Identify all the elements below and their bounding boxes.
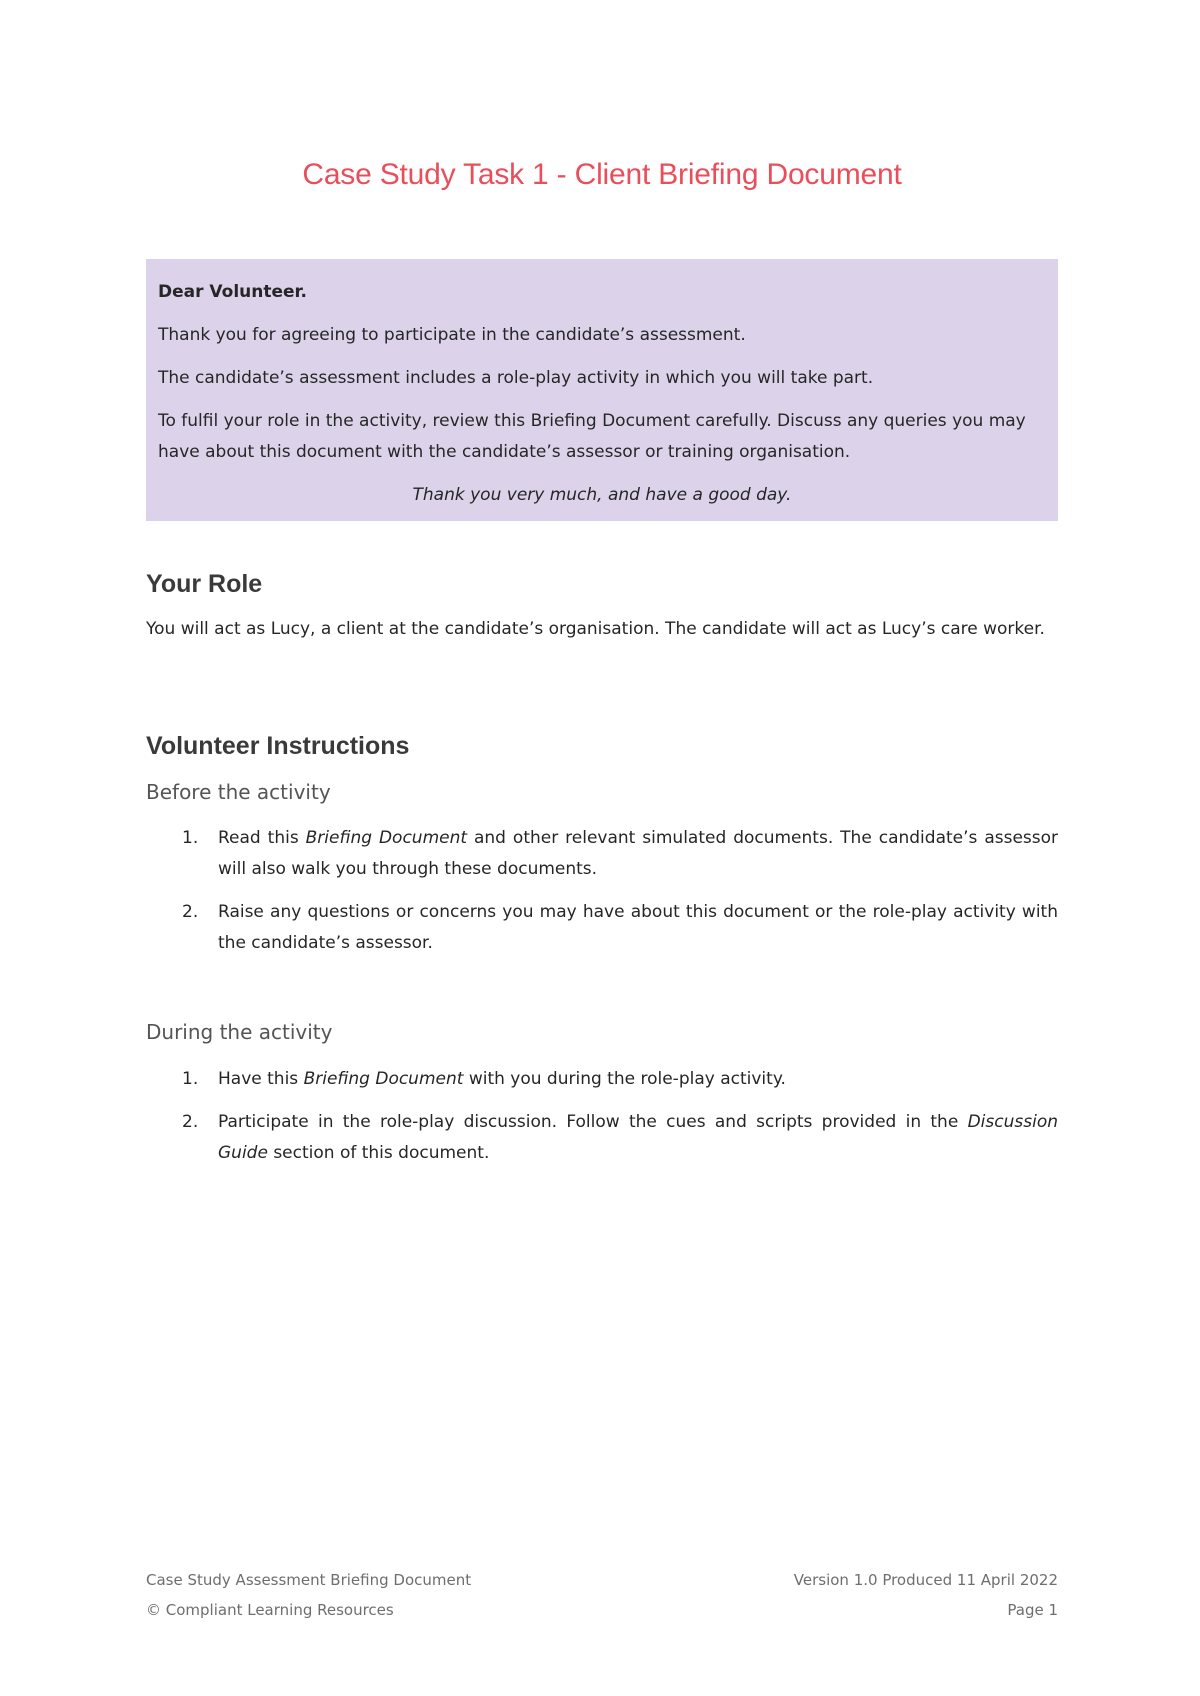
- list-text-post: with you during the role-play activity.: [463, 1069, 786, 1089]
- list-text-emphasis: Discussion Guide: [218, 1112, 1058, 1163]
- before-activity-list: [146, 823, 1058, 971]
- footer-page-number: Page 1: [1007, 1601, 1058, 1619]
- volunteer-instructions-heading: Volunteer Instructions: [146, 732, 410, 760]
- note-line-1: Thank you for agreeing to participate in the candidate’s assessment.: [158, 325, 746, 345]
- note-closing: Thank you very much, and have a good day.: [412, 485, 792, 505]
- document-title: Case Study Task 1 - Client Briefing Document: [302, 158, 902, 191]
- during-activity-list: [146, 1064, 1058, 1181]
- note-greeting: Dear Volunteer.: [158, 282, 307, 302]
- list-number: 2.: [182, 902, 199, 922]
- list-text-pre: Participate in the role-play discussion. Follow the cues and scripts provided in the: [218, 1112, 968, 1132]
- note-line-2: The candidate’s assessment includes a role-play activity in which you will take part.: [158, 368, 874, 388]
- list-number: 1.: [182, 1069, 199, 1089]
- page-footer: [146, 1565, 1058, 1625]
- your-role-text: You will act as Lucy, a client at the candidate’s organisation. The candidate will act as Lucy’s care worker.: [146, 619, 1045, 639]
- during-activity-heading: During the activity: [146, 1020, 333, 1044]
- list-text-emphasis: Briefing Document: [305, 828, 468, 848]
- your-role-heading: Your Role: [146, 570, 263, 598]
- list-item: [146, 1064, 1058, 1095]
- volunteer-note-box: [146, 259, 1058, 521]
- list-text: Raise any questions or concerns you may have about this document or the role-play activity with the candidate’s assessor.: [218, 902, 1058, 953]
- list-number: 1.: [182, 828, 199, 848]
- footer-copyright: © Compliant Learning Resources: [146, 1601, 394, 1619]
- list-item: [146, 823, 1058, 885]
- list-item: [146, 1107, 1058, 1169]
- list-item: [146, 897, 1058, 959]
- list-text-pre: Read this: [218, 828, 306, 848]
- before-activity-heading: Before the activity: [146, 780, 331, 804]
- note-line-3: To fulfil your role in the activity, review this Briefing Document carefully. Discuss any queries you may have about this document with the candidate’s assessor or training organisation.: [158, 411, 1026, 462]
- list-text-post: section of this document.: [267, 1143, 490, 1163]
- list-number: 2.: [182, 1112, 199, 1132]
- list-text-emphasis: Briefing Document: [303, 1069, 464, 1089]
- footer-version: Version 1.0 Produced 11 April 2022: [793, 1571, 1058, 1589]
- list-text-post: and other relevant simulated documents. The candidate’s assessor will also walk you through these documents.: [218, 828, 1059, 879]
- document-page: [146, 0, 1058, 1696]
- footer-document-name: Case Study Assessment Briefing Document: [146, 1571, 472, 1589]
- list-text-pre: Have this: [218, 1069, 304, 1089]
